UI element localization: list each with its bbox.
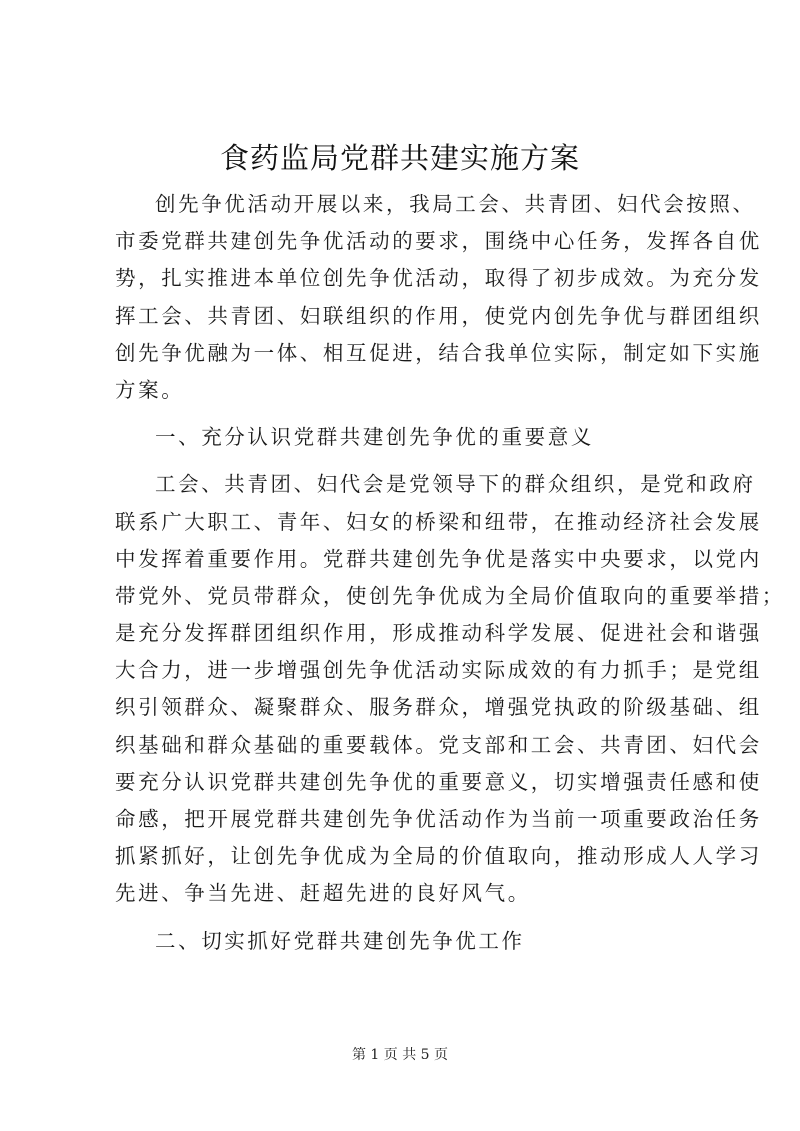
paragraph-line: 是充分发挥群团组织作用，形成推动科学发展、促进社会和谐强 — [115, 621, 762, 646]
document-body — [115, 186, 785, 960]
document-title: 食药监局党群共建实施方案 — [219, 141, 580, 175]
paragraph-line: 先进、争当先进、赶超先进的良好风气。 — [115, 881, 531, 906]
paragraph-line: 命感，把开展党群共建创先争优活动作为当前一项重要政治任务 — [115, 807, 762, 831]
paragraph-line: 大合力，进一步增强创先争优活动实际成效的有力抓手；是党组 — [115, 658, 762, 683]
paragraph-line: 联系广大职工、青年、妇女的桥梁和纽带，在推动经济社会发展 — [115, 509, 762, 534]
paragraph-line: 工会、共青团、妇代会是党领导下的群众组织，是党和政府 — [155, 472, 756, 497]
paragraph-line: 织基础和群众基础的重要载体。党支部和工会、共青团、妇代会 — [115, 732, 762, 757]
section-heading: 一、充分认识党群共建创先争优的重要意义 — [155, 425, 594, 450]
paragraph-line: 方案。 — [115, 377, 185, 402]
paragraph-line: 织引领群众、凝聚群众、服务群众，增强党执政的阶级基础、组 — [115, 695, 762, 720]
paragraph-line: 创先争优融为一体、相互促进，结合我单位实际，制定如下实施 — [115, 340, 762, 365]
page-footer: 第 1 页 共 5 页 — [351, 1047, 449, 1063]
paragraph-line: 带党外、党员带群众，使创先争优成为全局价值取向的重要举措； — [115, 583, 785, 608]
paragraph-line: 抓紧抓好，让创先争优成为全局的价值取向，推动形成人人学习 — [115, 844, 762, 869]
paragraph-line: 势，扎实推进本单位创先争优活动，取得了初步成效。为充分发 — [115, 266, 762, 291]
paragraph-line: 中发挥着重要作用。党群共建创先争优是落实中央要求，以党内 — [115, 546, 762, 571]
paragraph-line: 市委党群共建创先争优活动的要求，围绕中心任务，发挥各自优 — [115, 229, 762, 254]
paragraph-line: 创先争优活动开展以来，我局工会、共青团、妇代会按照、 — [155, 192, 756, 216]
section-heading: 二、切实抓好党群共建创先争优工作 — [155, 928, 525, 953]
paragraph-line: 要充分认识党群共建创先争优的重要意义，切实增强责任感和使 — [115, 769, 762, 794]
paragraph-line: 挥工会、共青团、妇联组织的作用，使党内创先争优与群团组织 — [115, 303, 762, 328]
